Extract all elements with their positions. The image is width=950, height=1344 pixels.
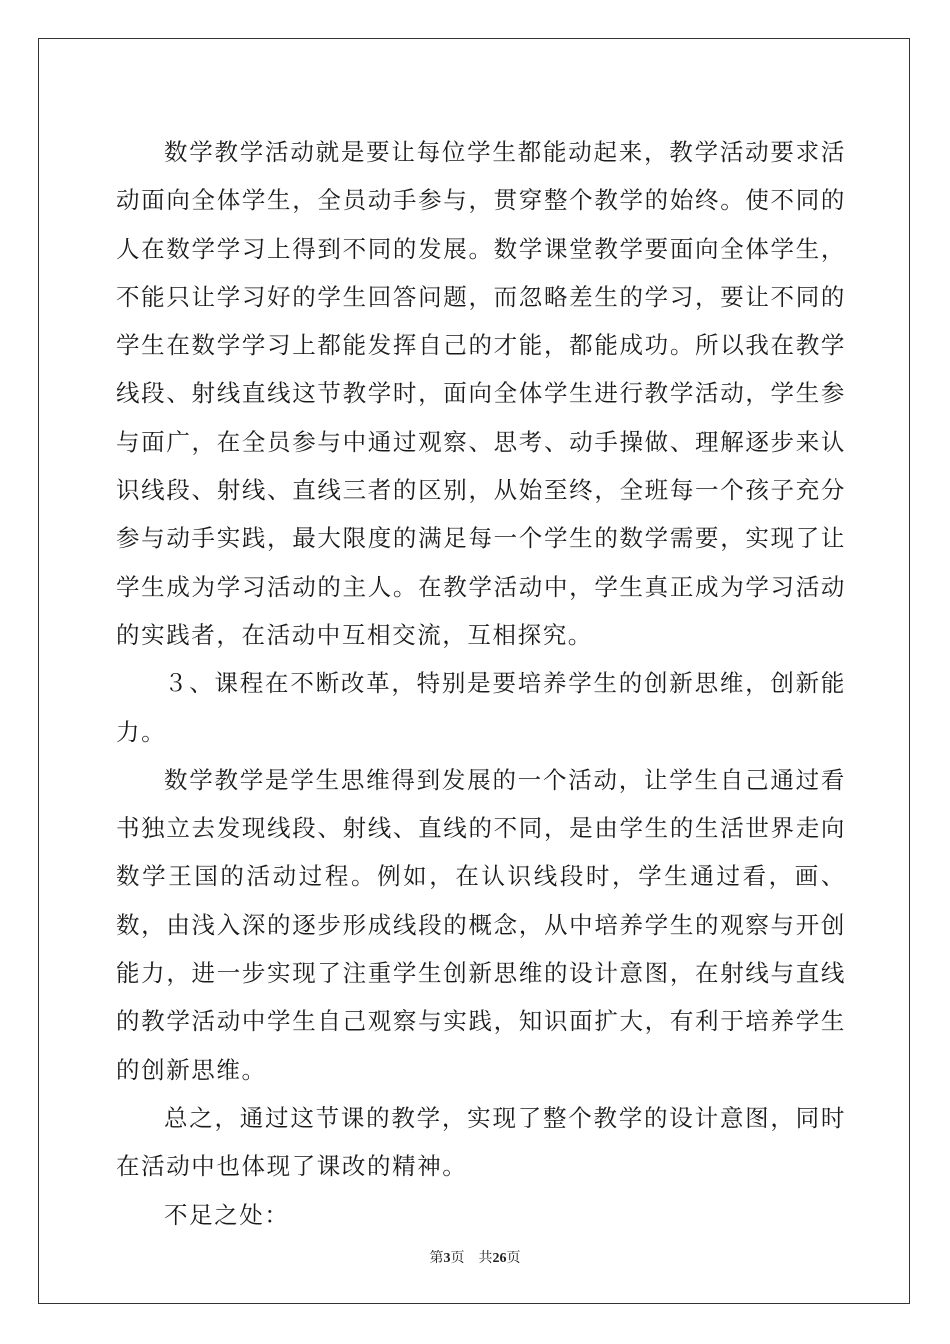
document-body xyxy=(116,128,846,1239)
total-suffix: 页 xyxy=(506,1251,521,1266)
page-number: 3 xyxy=(443,1251,451,1266)
paragraph-thinking-development: 数学教学是学生思维得到发展的一个活动，让学生自己通过看书独立去发现线段、射线、直线的不同，是由学生的生活世界走向数学王国的活动过程。例如，在认识线段时，学生通过看，画、数，由浅入深的逐步形成线段的概念，从中培养学生的观察与开创能力，进一步实现了注重学生创新思维的设计意图，在射线与直线的教学活动中学生自己观察与实践，知识面扩大，有利于培养学生的创新思维。 xyxy=(116,765,846,1084)
total-pages: 26 xyxy=(492,1251,507,1266)
page-prefix: 第 xyxy=(429,1251,444,1266)
paragraph-summary: 总之，通过这节课的教学，实现了整个教学的设计意图，同时在活动中也体现了课改的精神。 xyxy=(116,1103,846,1181)
paragraph-activity: 数学教学活动就是要让每位学生都能动起来，教学活动要求活动面向全体学生，全员动手参与，贯穿整个教学的始终。使不同的人在数学学习上得到不同的发展。数学课堂教学要面向全体学生，不能只让学习好的学生回答问题，而忽略差生的学习，要让不同的学生在数学学习上都能发挥自己的才能，都能成功。所以我在教学线段、射线直线这节教学时，面向全体学生进行教学活动，学生参与面广，在全员参与中通过观察、思考、动手操做、理解逐步来认识线段、射线、直线三者的区别，从始至终，全班每一个孩子充分参与动手实践，最大限度的满足每一个学生的数学需要，实现了让学生成为学习活动的主人。在教学活动中，学生真正成为学习活动的实践者，在活动中互相交流，互相探究。 xyxy=(116,138,846,649)
total-prefix: 共 xyxy=(478,1251,493,1266)
paragraph-shortcomings: 不足之处： xyxy=(164,1200,290,1229)
paragraph-curriculum-reform: ３、课程在不断改革，特别是要培养学生的创新思维，创新能力。 xyxy=(116,669,846,746)
page-footer xyxy=(0,1247,950,1267)
page-suffix: 页 xyxy=(450,1251,465,1266)
